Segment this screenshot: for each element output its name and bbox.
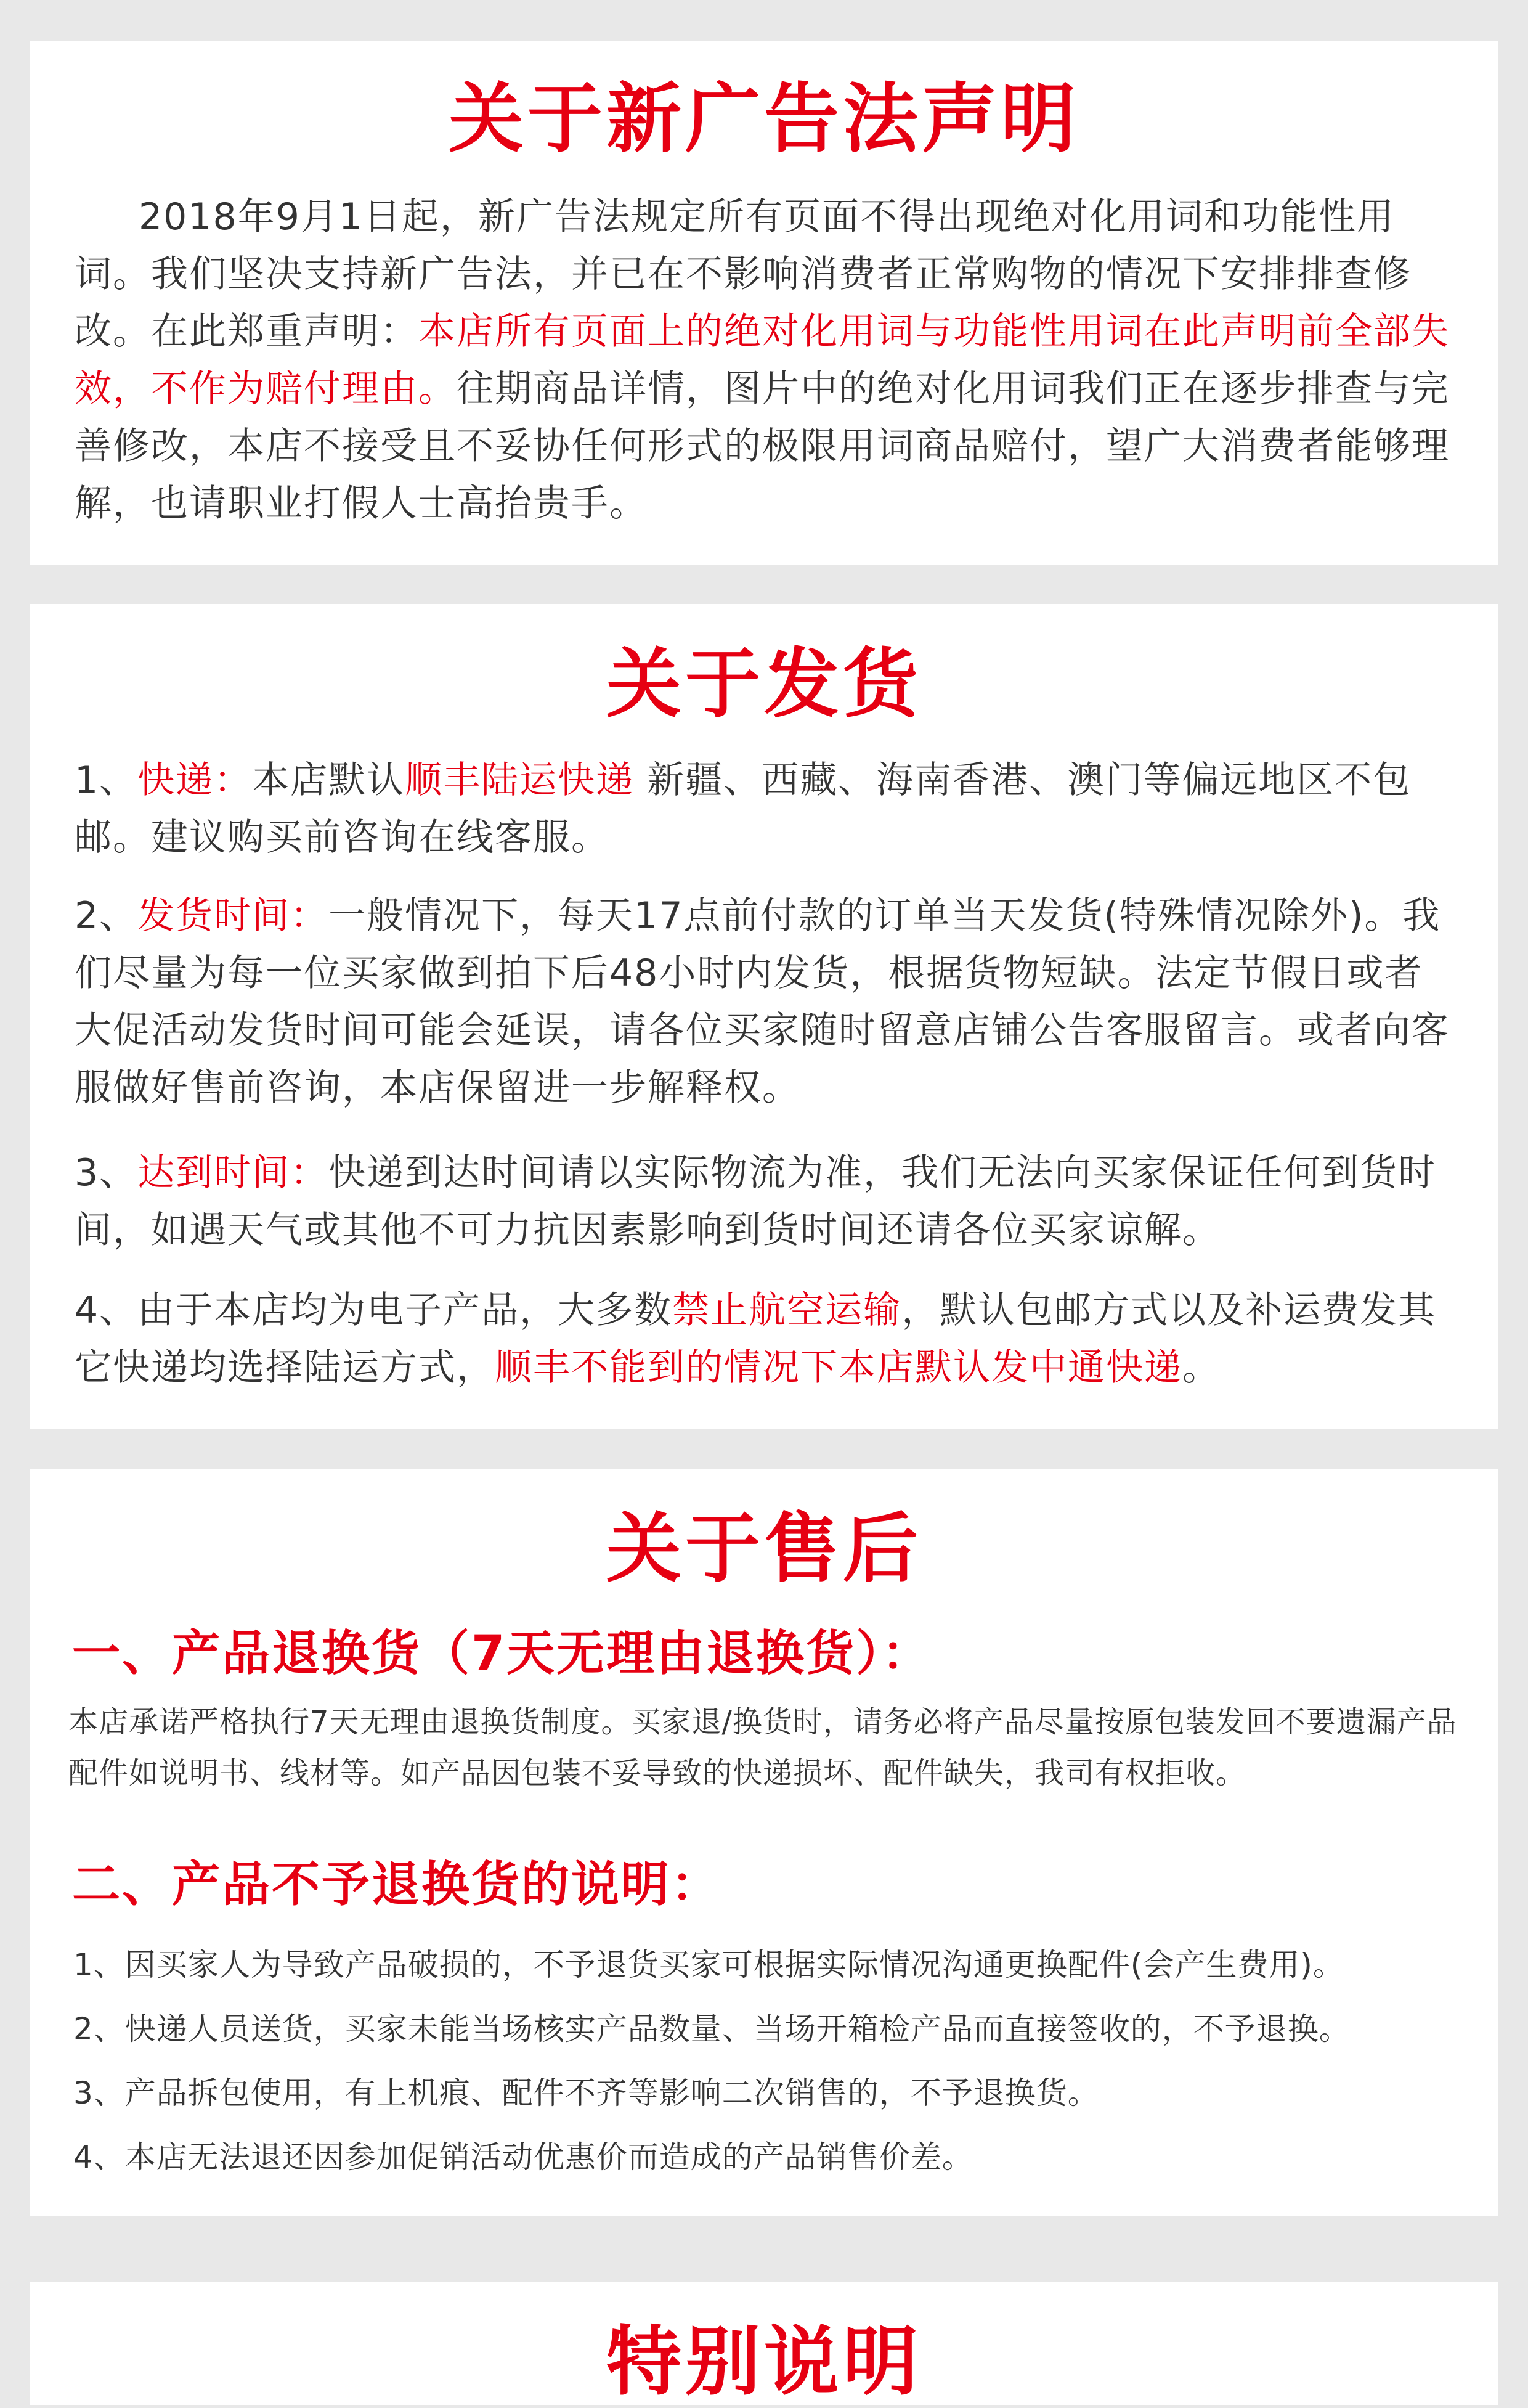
ad-law-paragraph bbox=[75, 189, 1461, 533]
transport-red-1: 禁止航空运输 bbox=[672, 1289, 902, 1332]
shipping-item-transport bbox=[75, 1282, 1461, 1397]
return-policy-heading: 一、产品退换货（7天无理由退换货）： bbox=[72, 1626, 932, 1681]
transport-text-2: ，默认包邮方式以及补运费发其它快递均选择陆运方式， bbox=[75, 1289, 1437, 1389]
no-return-rule: 2、快递人员送货，买家未能当场核实产品数量、当场开箱检产品而直接签收的，不予退换。 bbox=[73, 2011, 1351, 2047]
after-sales-card bbox=[30, 1469, 1498, 2216]
special-note-title: 特别说明 bbox=[606, 2318, 922, 2406]
no-return-heading: 二、产品不予退换货的说明： bbox=[72, 1857, 721, 1912]
ad-law-card bbox=[30, 41, 1498, 565]
item-number: 3、 bbox=[75, 1151, 138, 1194]
dispatch-time-label: 发货时间： bbox=[137, 894, 329, 937]
transport-red-2: 顺丰不能到的情况下本店默认发中通快递 bbox=[495, 1346, 1182, 1389]
express-text-2: 新疆、西藏、海南香港、澳门等偏远地区不包邮。建议购买前咨询在线客服。 bbox=[75, 759, 1412, 859]
ad-law-text-2: 往期商品详情，图片中的绝对化用词我们正在逐步排查与完善修改，本店不接受且不妥协任何形式的极限用词商品赔付，望广大消费者能够理解，也请职业打假人士高抬贵手。 bbox=[75, 367, 1450, 525]
no-return-rule: 3、产品拆包使用，有上机痕、配件不齐等影响二次销售的，不予退换货。 bbox=[73, 2075, 1099, 2111]
express-text-1: 本店默认 bbox=[252, 759, 405, 802]
ad-law-red-statement: 本店所有页面上的绝对化用词与功能性用词在此声明前全部失效，不作为赔付理由。 bbox=[75, 310, 1450, 410]
shipping-item-express bbox=[75, 752, 1461, 867]
transport-text-1: 4、由于本店均为电子产品，大多数 bbox=[75, 1289, 673, 1332]
express-label: 快递： bbox=[137, 759, 253, 802]
ad-law-title: 关于新广告法声明 bbox=[449, 75, 1079, 163]
return-policy-text: 本店承诺严格执行7天无理由退换货制度。买家退/换货时，请务必将产品尽量按原包装发回不要遗漏产品配件如说明书、线材等。如产品因包装不妥导致的快递损坏、配件缺失，我司有权拒收。 bbox=[68, 1705, 1457, 1790]
dispatch-time-text: 一般情况下，每天17点前付款的订单当天发货(特殊情况除外)。我们尽量为每一位买家做到拍下后48小时内发货，根据货物短缺。法定节假日或者大促活动发货时间可能会延误，请各位买家随时留意店铺公告客服留言。或者向客服做好售前咨询，本店保留进一步解释权。 bbox=[75, 894, 1450, 1109]
no-return-rule: 4、本店无法退还因参加促销活动优惠价而造成的产品销售价差。 bbox=[73, 2139, 973, 2175]
shipping-title: 关于发货 bbox=[606, 640, 922, 728]
ad-law-text-1: 2018年9月1日起，新广告法规定所有页面不得出现绝对化用词和功能性用词。我们坚决支持新广告法，并已在不影响消费者正常购物的情况下安排排查修改。在此郑重声明： bbox=[75, 195, 1412, 353]
express-red-courier: 顺丰陆运快递 bbox=[405, 759, 635, 802]
no-return-rule: 1、因买家人为导致产品破损的，不予退货买家可根据实际情况沟通更换配件(会产生费用)。 bbox=[73, 1947, 1344, 1983]
shipping-card bbox=[30, 604, 1498, 1429]
item-number: 2、 bbox=[75, 894, 138, 937]
arrival-time-label: 达到时间： bbox=[137, 1151, 329, 1194]
shipping-item-dispatch-time bbox=[75, 888, 1461, 1117]
item-number: 1、 bbox=[75, 759, 138, 802]
transport-text-3: 。 bbox=[1182, 1346, 1221, 1389]
shipping-item-arrival-time bbox=[75, 1145, 1461, 1259]
special-note-card bbox=[30, 2282, 1498, 2405]
after-sales-title: 关于售后 bbox=[606, 1505, 922, 1593]
arrival-time-text: 快递到达时间请以实际物流为准，我们无法向买家保证任何到货时间，如遇天气或其他不可力抗因素影响到货时间还请各位买家谅解。 bbox=[75, 1151, 1437, 1252]
